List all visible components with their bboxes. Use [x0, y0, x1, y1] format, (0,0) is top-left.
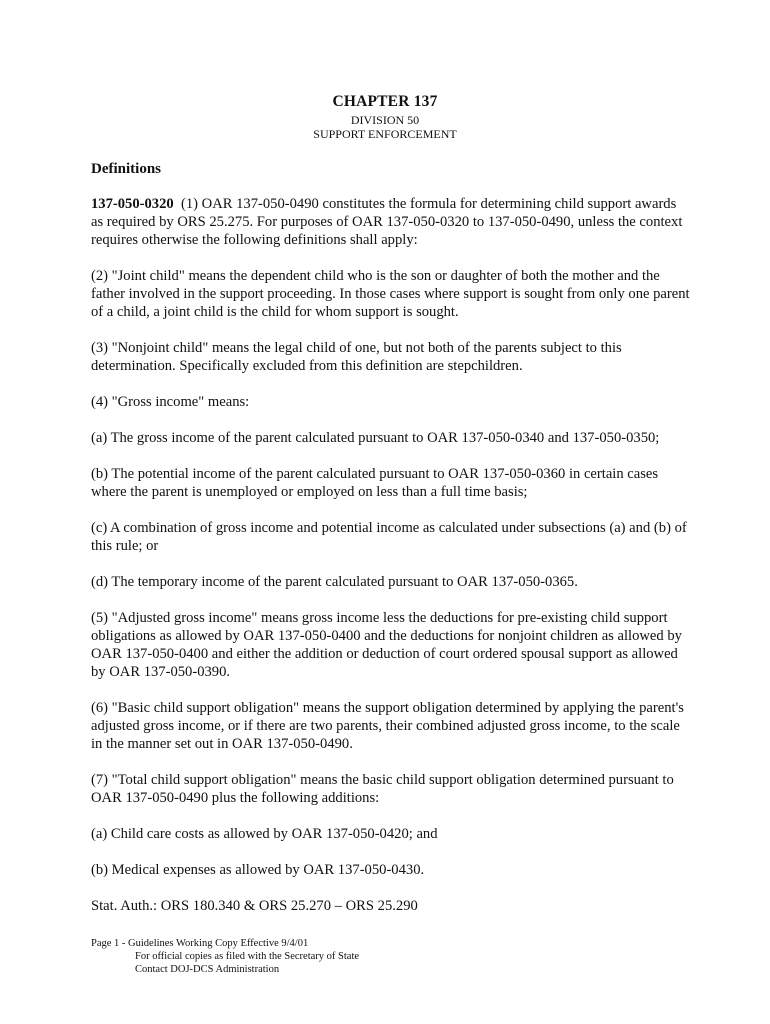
section-heading: Definitions [91, 161, 162, 177]
footer-official-copies: For official copies as filed with the Secretary of State [135, 951, 360, 962]
paragraph-4c: (c) A combination of gross income and potential income as calculated under subsections (a) and (b) of this rule; or [91, 520, 687, 554]
section-subtitle: SUPPORT ENFORCEMENT [313, 127, 457, 141]
rule-intro-text: (1) OAR 137-050-0490 constitutes the formula for determining child support awards as required by ORS 25.275. For purposes of OAR 137-050-0320 to 137-050-0490, unless the context requires otherwise the following definitions shall apply: [91, 196, 683, 248]
division-subtitle: DIVISION 50 [350, 113, 420, 127]
paragraph-6: (6) "Basic child support obligation" means the support obligation determined by applying the parent's adjusted gross income, or if there are two parents, their combined adjusted gross income, to the scale in the manner set out in OAR 137-050-0490. [91, 700, 684, 752]
paragraph-7b: (b) Medical expenses as allowed by OAR 137-050-0430. [91, 862, 425, 878]
document-body [91, 195, 691, 933]
paragraph-7a: (a) Child care costs as allowed by OAR 137-050-0420; and [91, 826, 438, 842]
page-footer [91, 937, 359, 976]
rule-number: 137-050-0320 [91, 196, 174, 212]
statutory-authority: Stat. Auth.: ORS 180.340 & ORS 25.270 – ORS 25.290 [91, 898, 418, 914]
footer-contact: Contact DOJ-DCS Administration [135, 964, 280, 975]
footer-page-info: Page 1 - Guidelines Working Copy Effective 9/4/01 [91, 938, 309, 949]
paragraph-4: (4) "Gross income" means: [91, 394, 250, 410]
paragraph-3: (3) "Nonjoint child" means the legal child of one, but not both of the parents subject to this determination. Specifically excluded from this definition are stepchildren. [91, 340, 622, 374]
paragraph-5: (5) "Adjusted gross income" means gross income less the deductions for pre-existing child support obligations as allowed by OAR 137-050-0400 and the deductions for nonjoint children as allowed by OAR 137-050-0400 and either the addition or deduction of court ordered spousal support as allowed by OAR 137-050-0390. [91, 610, 682, 680]
paragraph-7: (7) "Total child support obligation" means the basic child support obligation determined pursuant to OAR 137-050-0490 plus the following additions: [91, 772, 674, 806]
paragraph-4a: (a) The gross income of the parent calculated pursuant to OAR 137-050-0340 and 137-050-0350; [91, 430, 660, 446]
paragraph-4d: (d) The temporary income of the parent calculated pursuant to OAR 137-050-0365. [91, 574, 578, 590]
chapter-title: CHAPTER 137 [332, 93, 438, 110]
rule-paragraph-1 [91, 195, 691, 249]
paragraph-4b: (b) The potential income of the parent calculated pursuant to OAR 137-050-0360 in certain cases where the parent is unemployed or employed on less than a full time basis; [91, 466, 659, 500]
paragraph-2: (2) "Joint child" means the dependent child who is the son or daughter of both the mother and the father involved in the support proceeding. In those cases where support is sought from only one parent of a child, a joint child is the child for whom support is sought. [91, 268, 690, 320]
